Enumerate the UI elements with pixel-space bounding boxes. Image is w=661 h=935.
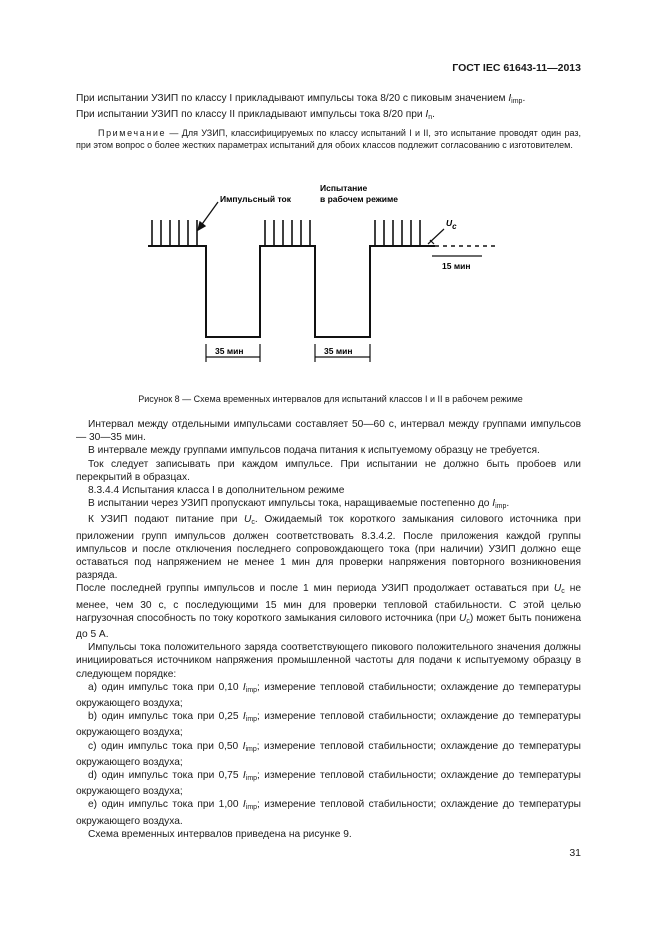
note-label: Примечание	[98, 128, 167, 138]
list-item: a) один импульс тока при 0,10 $I_{imp}$; измерение тепловой стабильности; охлаждение до температуры окружающего воздуха;	[76, 681, 581, 710]
paragraph-figure-reference: Схема временных интервалов приведена на рисунке 9.	[88, 828, 352, 840]
paragraph-impulses: В испытании через УЗИП пропускают импульсы тока, наращиваемые постепенно до $I_{imp}$.	[88, 498, 510, 511]
impulse-group-2	[265, 220, 310, 246]
paragraph-after-last-group: После последней группы импульсов и после 1 мин периода УЗИП продолжает оставаться при $U_c$ не менее, чем 30 с, с последующими 15 мин для проверки тепловой стабильности. С этой целью нагрузочная способность по току короткого замыкания силового источника (при $U_c$) может быть понижена до 5 А.	[76, 583, 582, 641]
figure-caption: Рисунок 8 — Схема временных интервалов для испытаний классов I и II в рабочем режиме	[138, 394, 523, 404]
note-paragraph	[76, 127, 581, 152]
waveform-line	[148, 246, 424, 337]
label-15-min: 15 мин	[442, 261, 471, 271]
intro-paragraph	[76, 92, 581, 124]
section-heading-8-3-4-4: 8.3.4.4 Испытания класса I в дополнительном режиме	[88, 485, 345, 497]
impulse-group-1	[152, 220, 197, 246]
label-impulse-current: Импульсный ток	[220, 194, 291, 204]
page-number: 31	[569, 847, 581, 859]
label-uc: Uc	[446, 218, 457, 231]
list-item: e) один импульс тока при 1,00 $I_{imp}$; измерение тепловой стабильности; охлаждение до температуры окружающего воздуха.	[76, 799, 581, 827]
list-item: b) один импульс тока при 0,25 $I_{imp}$; измерение тепловой стабильности; охлаждение до температуры окружающего воздуха;	[76, 711, 581, 739]
uc-pointer	[428, 229, 444, 244]
paragraph-interval: Интервал между отдельными импульсами составляет 50—60 с, интервал между группами импульсов — 30—35 мин.	[76, 419, 581, 444]
intro-line-2: При испытании УЗИП по классу II прикладывают импульсы тока 8/20 при $I_n$.	[76, 109, 435, 122]
list-item: d) один импульс тока при 0,75 $I_{imp}$; измерение тепловой стабильности; охлаждение до температуры окружающего воздуха;	[76, 770, 581, 798]
timing-diagram	[130, 182, 500, 382]
note-text: — Для УЗИП, классифицируемых по классу испытаний I и II, это испытание проводят один раз, при этом вопрос о более жестких параметрах испытаний для обоих классов подлежит согласованию с изготовителем.	[76, 128, 581, 151]
label-test-line-2: в рабочем режиме	[320, 194, 399, 204]
document-header: ГОСТ IEC 61643-11—2013	[452, 62, 581, 74]
list-item: c) один импульс тока при 0,50 $I_{imp}$; измерение тепловой стабильности; охлаждение до температуры окружающего воздуха;	[76, 740, 581, 768]
impulse-pointer-arrow	[200, 202, 218, 227]
intro-line-1: При испытании УЗИП по классу I прикладывают импульсы тока 8/20 с пиковым значением $I_{imp}$.	[76, 93, 526, 105]
label-test-line-1: Испытание	[320, 183, 368, 193]
paragraph-no-power: В интервале между группами импульсов подача питания к испытуемому образцу не требуется.	[88, 445, 540, 457]
impulse-group-3	[375, 220, 420, 246]
paragraph-power-supply: К УЗИП подают питание при $U_c$. Ожидаемый ток короткого замыкания силового источника при приложении групп импульсов должен соответствовать 8.3.4.2. После приложения каждой группы импульсов и после отключения последнего сопровождающего тока (при наличии) УЗИП должно еще оставаться под напряжением не менее 1 мин для проверки напряжения повторного возникновения разряда.	[76, 514, 581, 582]
paragraph-positive-impulses: Импульсы тока положительного заряда соответствующего пикового положительного значения должны инициироваться источником напряжения промышленной частоты для подачи к испытуемому образцу в следующем порядке:	[76, 642, 581, 680]
label-35-min-1: 35 мин	[215, 346, 244, 356]
label-35-min-2: 35 мин	[324, 346, 353, 356]
paragraph-record-current: Ток следует записывать при каждом импульсе. При испытании не должно быть пробоев или перекрытий в образцах.	[76, 458, 581, 483]
body-text	[76, 418, 581, 841]
